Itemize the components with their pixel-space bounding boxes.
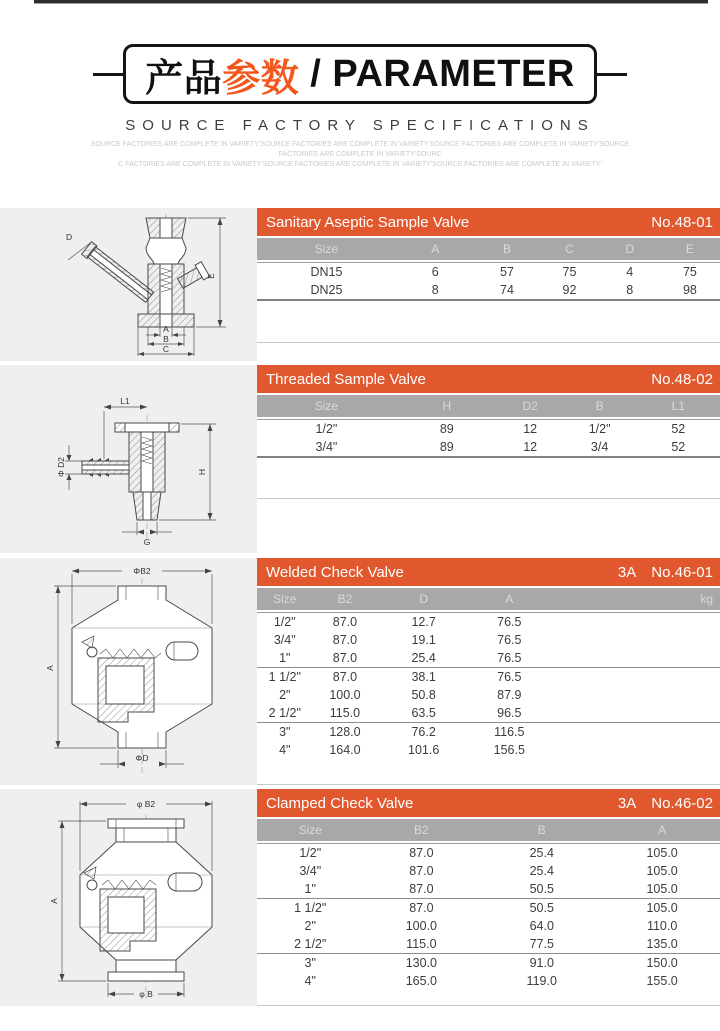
table-cell: 25.4 bbox=[529, 864, 554, 879]
table-cell: 75 bbox=[660, 262, 720, 281]
table-cell: 57 bbox=[475, 262, 540, 281]
dim-label-d: D bbox=[66, 232, 73, 243]
table-cell: 105.0 bbox=[604, 843, 720, 862]
table-cell: 87.0 bbox=[363, 880, 479, 899]
table-cell: 100.0 bbox=[329, 688, 361, 703]
table-cell: 87.0 bbox=[332, 633, 358, 648]
table-cell: 91.0 bbox=[529, 956, 554, 971]
table-cell: 96.5 bbox=[470, 704, 549, 723]
dim-label-c: C bbox=[162, 344, 170, 355]
table-cell: 155.0 bbox=[646, 974, 678, 989]
table-cell: 4" bbox=[304, 974, 316, 989]
table-cell: 2" bbox=[304, 919, 316, 934]
table-cell: 110.0 bbox=[646, 919, 678, 934]
spec-table-sanitary bbox=[257, 238, 720, 301]
table-header-row bbox=[257, 395, 720, 419]
table-cell: 2 1/2" bbox=[257, 935, 363, 954]
section-footer-line bbox=[257, 1005, 720, 1006]
column-header: H bbox=[396, 395, 498, 419]
spec-table-welded bbox=[257, 588, 720, 759]
table-cell: 3/4" bbox=[273, 633, 296, 648]
page-title-zh: 产品 bbox=[145, 57, 223, 100]
table-cell: 87.0 bbox=[409, 864, 434, 879]
dim-label-d2: Φ D2 bbox=[56, 457, 66, 478]
valve-body bbox=[82, 423, 179, 520]
table-cell: 87.0 bbox=[332, 670, 358, 685]
section-code: No.46-02 bbox=[651, 794, 713, 812]
table-row bbox=[257, 281, 720, 301]
table-cell: 64.0 bbox=[529, 919, 554, 934]
table-cell: 52 bbox=[637, 419, 720, 438]
section-footer-line bbox=[257, 498, 720, 499]
table-row bbox=[257, 935, 720, 954]
page-title-en: / PARAMETER bbox=[299, 52, 575, 95]
table-cell: 76.5 bbox=[497, 670, 522, 685]
column-header: B bbox=[475, 238, 540, 262]
dim-label-g: G bbox=[143, 537, 151, 548]
table-cell: 76.5 bbox=[497, 633, 522, 648]
table-cell: 50.5 bbox=[479, 880, 604, 899]
table-cell: 3/4 bbox=[563, 438, 637, 458]
table-cell: 3/4" bbox=[299, 864, 322, 879]
section-welded-check-valve bbox=[0, 558, 720, 785]
table-cell: 25.4 bbox=[479, 843, 604, 862]
table-cell: 75 bbox=[539, 262, 599, 281]
section-header-3 bbox=[257, 558, 720, 586]
dim-label-b: φ B bbox=[139, 989, 153, 1000]
table-cell: 1/2" bbox=[257, 612, 313, 631]
table-cell: 119.0 bbox=[526, 974, 557, 989]
column-header: D bbox=[377, 588, 470, 612]
top-divider-line bbox=[34, 0, 708, 4]
spec-table-clamped bbox=[257, 819, 720, 990]
table-cell: 1 1/2" bbox=[268, 670, 301, 685]
table-cell: 50.8 bbox=[411, 688, 436, 703]
welded-check-valve-drawing bbox=[42, 562, 247, 782]
table-row bbox=[257, 843, 720, 862]
table-row bbox=[257, 899, 720, 917]
clamped-check-valve-drawing bbox=[46, 795, 251, 1003]
table-cell: 1/2" bbox=[257, 419, 396, 438]
table-cell: 105.0 bbox=[604, 880, 720, 899]
dim-label-b2: φ B2 bbox=[136, 799, 156, 810]
column-header: D2 bbox=[498, 395, 563, 419]
table-row bbox=[257, 668, 720, 686]
table-cell bbox=[549, 631, 720, 649]
table-cell: 12.7 bbox=[377, 612, 470, 631]
valve-body bbox=[80, 819, 212, 981]
table-cell: 76.2 bbox=[411, 725, 436, 740]
section-code: No.46-01 bbox=[651, 563, 713, 581]
table-cell: 2 1/2" bbox=[257, 704, 313, 723]
title-right-tick bbox=[597, 73, 627, 76]
table-cell: 101.6 bbox=[408, 743, 440, 758]
dim-label-e: E bbox=[206, 273, 216, 280]
column-header: Size bbox=[257, 238, 396, 262]
column-header: E bbox=[660, 238, 720, 262]
column-header: A bbox=[396, 238, 475, 262]
table-cell: 1" bbox=[257, 649, 313, 668]
table-cell bbox=[549, 686, 720, 704]
column-header: A bbox=[470, 588, 549, 612]
table-row bbox=[257, 419, 720, 438]
table-cell bbox=[549, 649, 720, 668]
section-code: No.48-01 bbox=[651, 213, 713, 231]
column-header: B2 bbox=[363, 819, 479, 843]
section-header-1 bbox=[257, 208, 720, 236]
table-cell: 8 bbox=[600, 281, 660, 301]
table-cell: 52 bbox=[637, 438, 720, 458]
section-code: No.48-02 bbox=[651, 370, 713, 388]
table-cell: 87.0 bbox=[363, 843, 479, 862]
table-row bbox=[257, 631, 720, 649]
table-cell bbox=[549, 612, 720, 631]
table-cell: DN15 bbox=[257, 262, 396, 281]
table-row bbox=[257, 862, 720, 880]
spec-table-threaded bbox=[257, 395, 720, 458]
table-cell: 1/2" bbox=[563, 419, 637, 438]
table-cell: 3/4" bbox=[257, 438, 396, 458]
section-title: Welded Check Valve bbox=[266, 563, 404, 581]
table-row bbox=[257, 723, 720, 741]
table-row bbox=[257, 704, 720, 723]
table-cell: 77.5 bbox=[479, 935, 604, 954]
sections bbox=[0, 208, 720, 1006]
table-cell: 1 1/2" bbox=[294, 901, 327, 916]
dim-label-a: A bbox=[49, 898, 59, 905]
section-title: Threaded Sample Valve bbox=[266, 370, 426, 388]
table-cell: 4 bbox=[600, 262, 660, 281]
table-cell: 150.0 bbox=[646, 956, 678, 971]
table-cell: 3" bbox=[304, 956, 316, 971]
section-sanitary-aseptic-sample-valve bbox=[0, 208, 720, 361]
table-cell: 3" bbox=[279, 725, 291, 740]
column-header: Size bbox=[257, 395, 396, 419]
column-header: Size bbox=[257, 819, 363, 843]
table-cell bbox=[549, 668, 720, 686]
page-subtitle: SOURCE FACTORY SPECIFICATIONS bbox=[125, 117, 595, 134]
section-footer-line bbox=[257, 784, 720, 785]
sanitary-sample-valve-drawing bbox=[46, 210, 258, 359]
table-row bbox=[257, 917, 720, 935]
table-cell: 89 bbox=[396, 438, 498, 458]
column-header: B bbox=[479, 819, 604, 843]
table-cell: 115.0 bbox=[363, 935, 479, 954]
table-cell: 128.0 bbox=[329, 725, 361, 740]
table-cell: 89 bbox=[396, 419, 498, 438]
table-cell bbox=[549, 704, 720, 723]
table-cell: 74 bbox=[475, 281, 540, 301]
table-cell: 87.9 bbox=[497, 688, 522, 703]
table-row bbox=[257, 612, 720, 631]
table-cell bbox=[549, 741, 720, 759]
dim-label-l1: L1 bbox=[120, 396, 130, 407]
table-cell: 92 bbox=[539, 281, 599, 301]
section-threaded-sample-valve bbox=[0, 365, 720, 553]
table-cell: 19.1 bbox=[411, 633, 436, 648]
table-cell: 50.5 bbox=[529, 901, 554, 916]
table-cell: 105.0 bbox=[646, 864, 678, 879]
dim-label-a: A bbox=[163, 324, 169, 335]
table-cell: 76.5 bbox=[470, 612, 549, 631]
table-cell: 6 bbox=[396, 262, 475, 281]
table-cell: 63.5 bbox=[377, 704, 470, 723]
table-cell: 156.5 bbox=[493, 743, 525, 758]
section-title: Clamped Check Valve bbox=[266, 794, 414, 812]
drawing-panel-4 bbox=[0, 789, 257, 1006]
table-cell: 87.0 bbox=[409, 901, 434, 916]
section-standard: 3A bbox=[617, 794, 637, 812]
table-row bbox=[257, 880, 720, 899]
fine-print-line-2: C FACTORIES ARE COMPLETE IN VARIETY'SOURCE FACTORIES ARE COMPLETE IN VARIETY'SOURCE FACTORIES ARE COMPLETE IN VARIETY' bbox=[118, 161, 602, 169]
valve-body bbox=[82, 218, 210, 327]
dim-label-d: ΦD bbox=[135, 753, 149, 764]
drawing-panel-1 bbox=[0, 208, 257, 361]
column-header: D bbox=[600, 238, 660, 262]
table-cell: 12 bbox=[498, 438, 563, 458]
table-row bbox=[257, 972, 720, 990]
table-cell: 1" bbox=[257, 880, 363, 899]
table-cell: 12 bbox=[498, 419, 563, 438]
table-cell bbox=[549, 723, 720, 741]
section-header-2 bbox=[257, 365, 720, 393]
table-cell: 8 bbox=[396, 281, 475, 301]
fine-print-line-1: SOURCE FACTORIES ARE COMPLETE IN VARIETY'SOURCE FACTORIES ARE COMPLETE IN VARIETY'SOURCE FACTORIES ARE COMPLETE IN VARIETY'SOURCE FACTORIES ARE COMPLETE IN VARIETY'SOURC bbox=[90, 141, 630, 159]
table-row bbox=[257, 954, 720, 972]
table-cell: 87.0 bbox=[313, 612, 378, 631]
table-cell: 25.4 bbox=[377, 649, 470, 668]
table-cell: 100.0 bbox=[405, 919, 437, 934]
table-row bbox=[257, 438, 720, 458]
table-cell: 116.5 bbox=[494, 725, 525, 740]
column-header: B bbox=[563, 395, 637, 419]
table-cell: 2" bbox=[279, 688, 291, 703]
valve-body bbox=[72, 586, 212, 748]
column-header: A bbox=[604, 819, 720, 843]
section-footer-line bbox=[257, 342, 720, 343]
table-cell: 115.0 bbox=[313, 704, 378, 723]
table-cell: DN25 bbox=[257, 281, 396, 301]
dim-label-h: H bbox=[197, 469, 207, 476]
table-cell: 1/2" bbox=[257, 843, 363, 862]
column-header: C bbox=[539, 238, 599, 262]
table-row bbox=[257, 649, 720, 668]
table-header-row bbox=[257, 819, 720, 843]
table-row bbox=[257, 686, 720, 704]
dim-label-a: A bbox=[45, 665, 55, 672]
section-title: Sanitary Aseptic Sample Valve bbox=[266, 213, 470, 231]
page-title-zh-accent: 参数 bbox=[222, 57, 300, 100]
section-header-4 bbox=[257, 789, 720, 817]
column-header: B2 bbox=[313, 588, 378, 612]
table-cell: 4" bbox=[279, 743, 291, 758]
title-left-tick bbox=[93, 73, 123, 76]
drawing-panel-2 bbox=[0, 365, 257, 553]
dim-label-b: B bbox=[163, 334, 169, 345]
threaded-sample-valve-drawing bbox=[52, 393, 242, 551]
table-cell: 98 bbox=[660, 281, 720, 301]
table-cell: 130.0 bbox=[405, 956, 437, 971]
section-standard: 3A bbox=[617, 563, 637, 581]
table-cell: 164.0 bbox=[329, 743, 361, 758]
drawing-panel-3 bbox=[0, 558, 257, 785]
table-row bbox=[257, 262, 720, 281]
page-title-box bbox=[123, 44, 597, 104]
table-cell: 38.1 bbox=[411, 670, 436, 685]
column-header: kg bbox=[549, 588, 720, 612]
column-header: L1 bbox=[637, 395, 720, 419]
table-cell: 165.0 bbox=[405, 974, 437, 989]
table-row bbox=[257, 741, 720, 759]
table-cell: 135.0 bbox=[604, 935, 720, 954]
table-cell: 105.0 bbox=[646, 901, 678, 916]
dim-label-b2: ΦB2 bbox=[133, 566, 151, 577]
column-header: Size bbox=[257, 588, 313, 612]
table-cell: 87.0 bbox=[313, 649, 378, 668]
table-header-row bbox=[257, 238, 720, 262]
table-cell: 76.5 bbox=[470, 649, 549, 668]
section-clamped-check-valve bbox=[0, 789, 720, 1006]
table-header-row bbox=[257, 588, 720, 612]
